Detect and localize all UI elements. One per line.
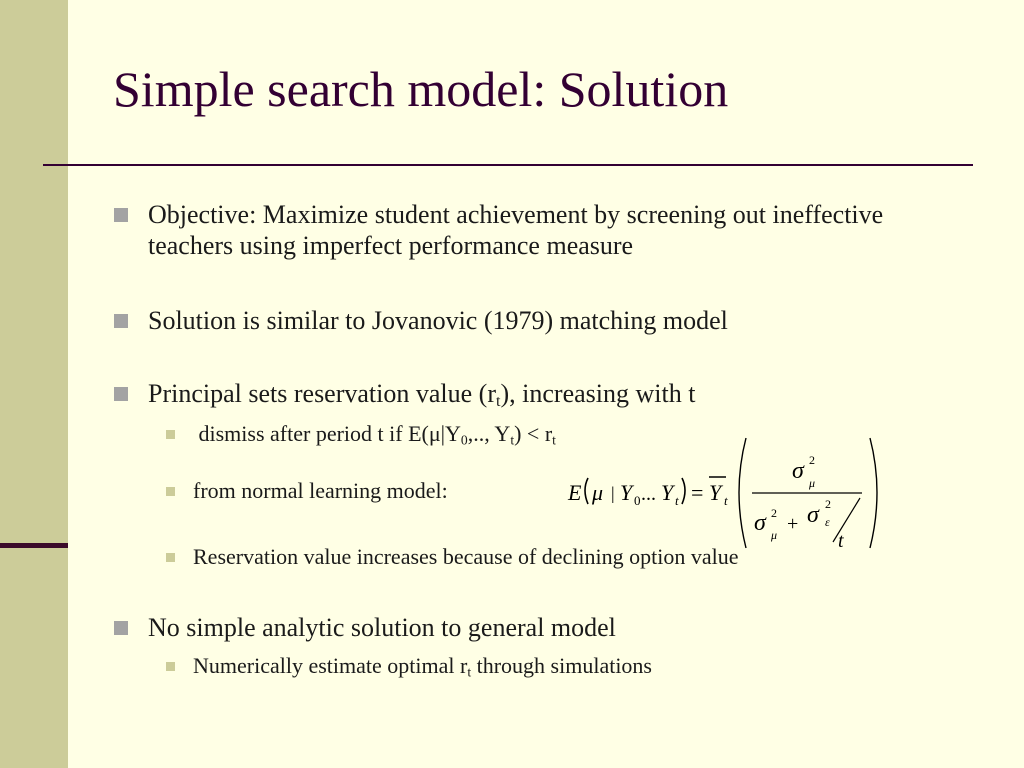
formula-E: E: [568, 480, 582, 505]
learning-model-formula: [564, 432, 884, 554]
formula-den-t: t: [838, 530, 844, 552]
formula-Yt: Y: [661, 480, 674, 505]
square-bullet-icon: [114, 314, 128, 328]
bullet-text: Solution is similar to Jovanovic (1979) matching model: [148, 306, 728, 335]
left-accent-bar: [0, 543, 68, 548]
bullet-no-simple: [114, 612, 616, 643]
formula-sub-t: t: [675, 493, 679, 508]
square-bullet-icon: [166, 553, 175, 562]
sub-bullet-normal-learning: [166, 478, 448, 504]
slide-title: Simple search model: Solution: [113, 61, 729, 117]
bullet-similar: [114, 305, 728, 336]
formula-sub-0: 0: [634, 493, 641, 508]
sub-bullet-text: from normal learning model:: [193, 478, 448, 503]
sub-bullet-text: Reservation value increases because of declining option value: [193, 544, 739, 569]
formula-den-sq-2: 2: [825, 497, 831, 511]
square-bullet-icon: [114, 621, 128, 635]
square-bullet-icon: [166, 662, 175, 671]
formula-equals: =: [691, 480, 704, 505]
bullet-text: Objective: Maximize student achievement by screening out ineffective teachers using imperfect performance measure: [148, 200, 884, 260]
square-bullet-icon: [166, 487, 175, 496]
title-divider: [43, 164, 973, 166]
formula-num-sigma: σ: [792, 458, 804, 484]
sub-bullet-dismiss: [166, 421, 556, 447]
formula-Y0: Y: [620, 480, 633, 505]
bullet-text: No simple analytic solution to general model: [148, 613, 616, 642]
formula-den-mu: μ: [771, 528, 778, 542]
formula-plus: +: [787, 513, 799, 535]
bullet-text: Principal sets reservation value $(r_t)$, increasing with t: [148, 379, 696, 411]
formula-dots: ...: [641, 483, 656, 505]
formula-rparen: [682, 478, 685, 504]
sub-bullet-text: dismiss after period t if $E(\mu|Y_0$,.., $Y_t) < r_t$: [198, 421, 556, 448]
formula-big-lparen: [739, 438, 746, 548]
formula-mu: μ: [592, 480, 604, 505]
square-bullet-icon: [166, 430, 175, 439]
formula-num-sq: 2: [809, 453, 815, 467]
bullet-objective: [114, 199, 924, 261]
formula-den-sq-1: 2: [771, 506, 777, 520]
formula-den-eps: ε: [825, 515, 830, 529]
formula-lparen: [585, 478, 588, 504]
formula-den-sigma-mu: σ: [754, 510, 766, 536]
formula-num-mu: μ: [809, 476, 816, 490]
formula-den-sigma-eps: σ: [807, 502, 819, 528]
sub-bullet-reservation: [166, 544, 739, 570]
square-bullet-icon: [114, 208, 128, 222]
left-decorative-band: [0, 0, 68, 768]
bullet-principal: [114, 378, 695, 409]
sub-bullet-numerically: [166, 653, 652, 679]
formula-big-rparen: [870, 438, 877, 548]
square-bullet-icon: [114, 387, 128, 401]
formula-Ybar: Y: [709, 480, 722, 505]
formula-given-bar: |: [611, 483, 615, 503]
formula-Ybar-sub-t: t: [724, 493, 728, 508]
sub-bullet-text: Numerically estimate optimal $r_t$ through simulations: [193, 653, 652, 680]
